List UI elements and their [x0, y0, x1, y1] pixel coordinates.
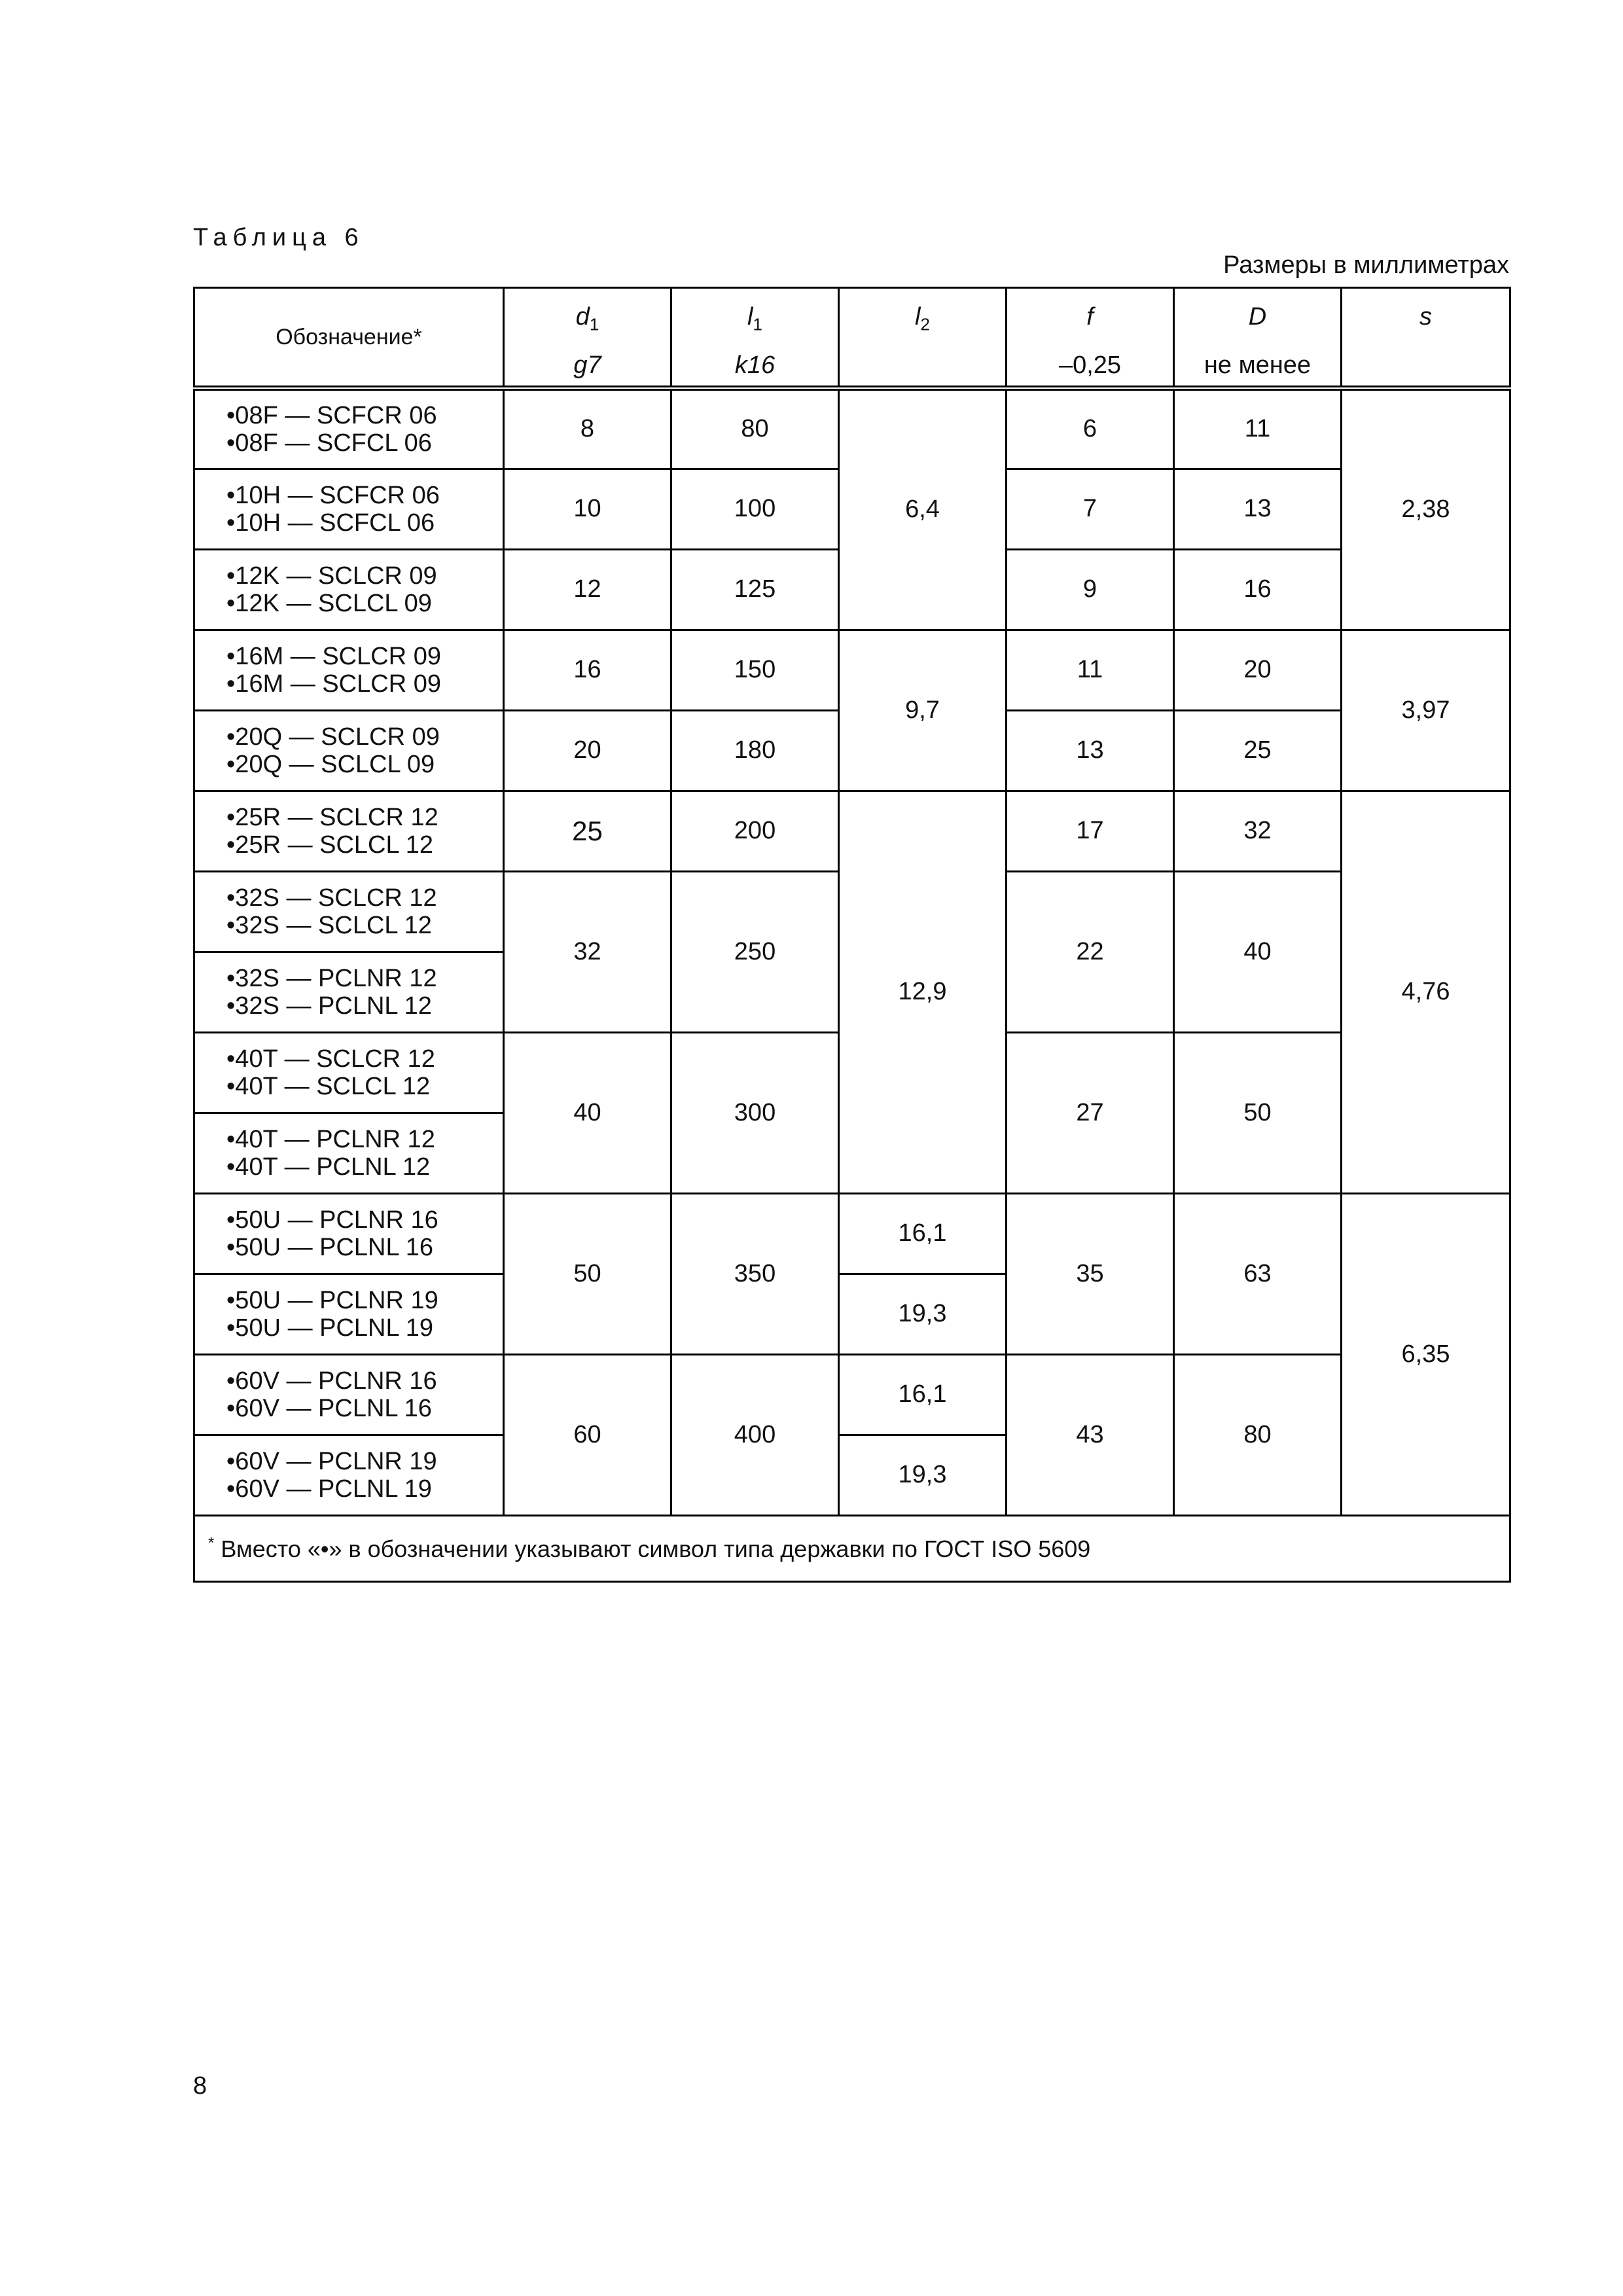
l1-cell: 150: [671, 630, 839, 710]
header-row: [194, 288, 1510, 389]
f-cell: 22: [1007, 871, 1174, 1032]
l1-symbol: l: [747, 303, 753, 331]
l2-cell: 12,9: [839, 791, 1007, 1193]
header-l2: [839, 288, 1007, 389]
f-cell: 13: [1007, 710, 1174, 791]
units-note: Размеры в миллиметрах: [1223, 251, 1509, 279]
dimensions-table: [193, 287, 1511, 1583]
D-cell: 80: [1174, 1354, 1342, 1515]
l2-cell: 19,3: [839, 1435, 1007, 1515]
designation-cell: •08F — SCFCR 06 •08F — SCFCL 06: [194, 388, 504, 469]
table-row: [194, 1193, 1510, 1274]
d1-cell: 12: [504, 549, 671, 630]
header-d1: [504, 288, 671, 389]
d1-cell: 20: [504, 710, 671, 791]
l2-sub: 2: [920, 314, 930, 334]
f-symbol: f: [1086, 303, 1094, 331]
l1-cell: 350: [671, 1193, 839, 1354]
designation-cell: •32S — PCLNR 12 •32S — PCLNL 12: [194, 952, 504, 1032]
d1-cell: 10: [504, 469, 671, 549]
header-s: [1342, 288, 1510, 389]
designation-cell: •60V — PCLNR 16 •60V — PCLNL 16: [194, 1354, 504, 1435]
d1-cell: 25: [504, 791, 671, 871]
designation-cell: •50U — PCLNR 19 •50U — PCLNL 19: [194, 1274, 504, 1354]
D-cell: 50: [1174, 1032, 1342, 1193]
d1-cell: 8: [504, 388, 671, 469]
table-row: [194, 630, 1510, 710]
l1-cell: 100: [671, 469, 839, 549]
s-cell: 4,76: [1342, 791, 1510, 1193]
l2-symbol: l: [915, 303, 921, 331]
D-cell: 16: [1174, 549, 1342, 630]
d1-cell: 60: [504, 1354, 671, 1515]
f-cell: 27: [1007, 1032, 1174, 1193]
s-cell: 2,38: [1342, 388, 1510, 630]
D-symbol: D: [1248, 303, 1267, 331]
l1-cell: 80: [671, 388, 839, 469]
l2-cell: 6,4: [839, 388, 1007, 630]
d1-cell: 32: [504, 871, 671, 1032]
s-symbol: s: [1419, 303, 1432, 331]
designation-cell: •40T — SCLCR 12 •40T — SCLCL 12: [194, 1032, 504, 1113]
l2-cell: 16,1: [839, 1193, 1007, 1274]
footnote-text: Вместо «•» в обозначении указывают символ типа державки по ГОСТ ISO 5609: [221, 1535, 1091, 1562]
D-cell: 63: [1174, 1193, 1342, 1354]
f-cell: 35: [1007, 1193, 1174, 1354]
header-l1: [671, 288, 839, 389]
l1-cell: 125: [671, 549, 839, 630]
f-cell: 7: [1007, 469, 1174, 549]
D-tolerance: не менее: [1204, 351, 1311, 379]
l2-cell: 19,3: [839, 1274, 1007, 1354]
d1-cell: 50: [504, 1193, 671, 1354]
designation-cell: •60V — PCLNR 19 •60V — PCLNL 19: [194, 1435, 504, 1515]
d1-cell: 40: [504, 1032, 671, 1193]
designation-cell: •32S — SCLCR 12 •32S — SCLCL 12: [194, 871, 504, 952]
f-cell: 17: [1007, 791, 1174, 871]
s-cell: 3,97: [1342, 630, 1510, 791]
d1-symbol: d: [575, 303, 590, 331]
l1-cell: 250: [671, 871, 839, 1032]
D-cell: 25: [1174, 710, 1342, 791]
d1-sub: 1: [589, 314, 599, 334]
footnote-mark: *: [208, 1534, 215, 1552]
s-cell: 6,35: [1342, 1193, 1510, 1515]
f-cell: 6: [1007, 388, 1174, 469]
footnote-row: [194, 1515, 1510, 1581]
footnote: [194, 1515, 1510, 1581]
header-f: [1007, 288, 1174, 389]
designation-cell: •16M — SCLCR 09 •16M — SCLCR 09: [194, 630, 504, 710]
l2-cell: 16,1: [839, 1354, 1007, 1435]
D-cell: 32: [1174, 791, 1342, 871]
table-row: [194, 1354, 1510, 1435]
designation-cell: •10H — SCFCR 06 •10H — SCFCL 06: [194, 469, 504, 549]
f-tolerance: –0,25: [1058, 351, 1122, 379]
designation-cell: •50U — PCLNR 16 •50U — PCLNL 16: [194, 1193, 504, 1274]
l1-sub: 1: [753, 314, 762, 334]
l2-cell: 9,7: [839, 630, 1007, 791]
designation-cell: •25R — SCLCR 12 •25R — SCLCL 12: [194, 791, 504, 871]
l1-cell: 200: [671, 791, 839, 871]
f-cell: 9: [1007, 549, 1174, 630]
page-number: 8: [193, 2072, 207, 2100]
D-cell: 40: [1174, 871, 1342, 1032]
designation-cell: •40T — PCLNR 12 •40T — PCLNL 12: [194, 1113, 504, 1193]
designation-cell: •20Q — SCLCR 09 •20Q — SCLCL 09: [194, 710, 504, 791]
header-designation: Обозначение*: [194, 288, 504, 389]
l1-tolerance: k16: [734, 351, 776, 379]
header-D: [1174, 288, 1342, 389]
f-cell: 11: [1007, 630, 1174, 710]
D-cell: 11: [1174, 388, 1342, 469]
l1-cell: 400: [671, 1354, 839, 1515]
d1-tolerance: g7: [573, 351, 601, 379]
D-cell: 13: [1174, 469, 1342, 549]
l1-cell: 300: [671, 1032, 839, 1193]
d1-cell: 16: [504, 630, 671, 710]
designation-cell: •12K — SCLCR 09 •12K — SCLCL 09: [194, 549, 504, 630]
f-cell: 43: [1007, 1354, 1174, 1515]
D-cell: 20: [1174, 630, 1342, 710]
table-row: [194, 791, 1510, 871]
table-caption: Таблица 6: [193, 224, 365, 251]
table-row: [194, 388, 1510, 469]
l1-cell: 180: [671, 710, 839, 791]
